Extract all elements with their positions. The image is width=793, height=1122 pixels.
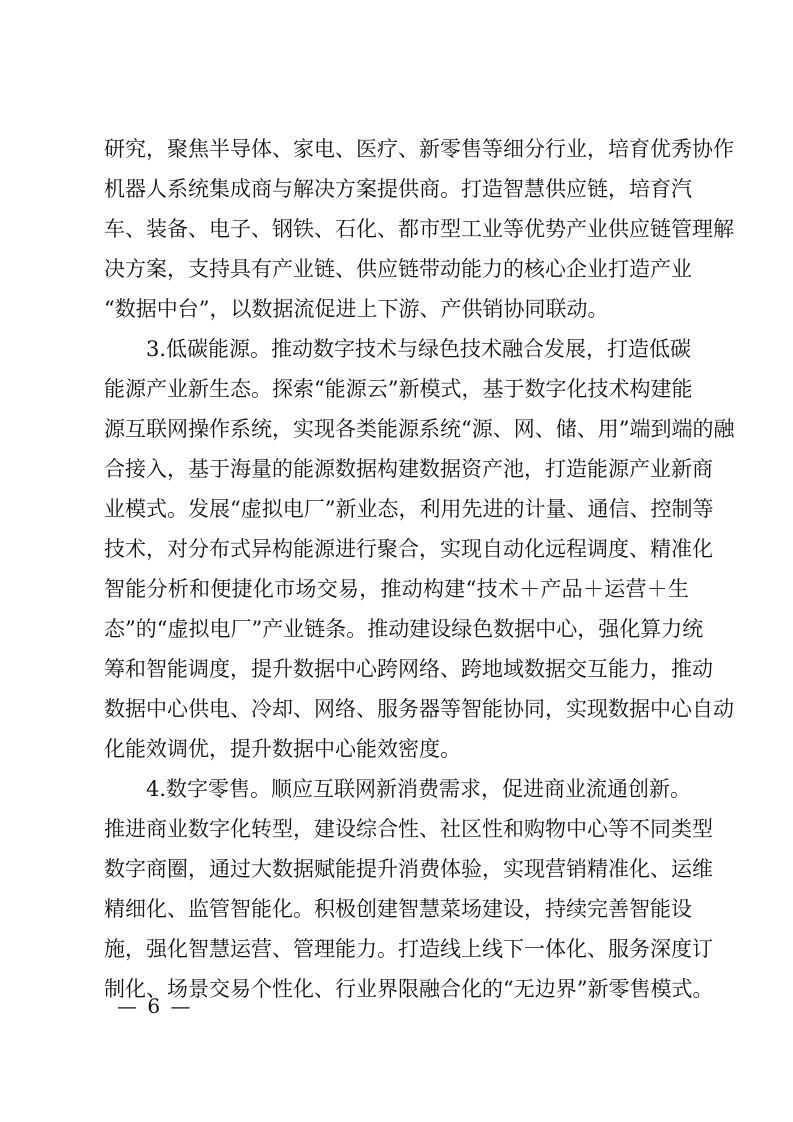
paragraph-line: 3.低碳能源。推动数字技术与绿色技术融合发展，打造低碳 bbox=[146, 337, 692, 361]
paragraph-line: “数据中台”，以数据流促进上下游、产供销协同联动。 bbox=[104, 297, 609, 321]
paragraph-line: 机器人系统集成商与解决方案提供商。打造智慧供应链，培育汽 bbox=[104, 177, 692, 201]
paragraph-line: 制化、场景交易个性化、行业界限融合化的“无边界”新零售模式。 bbox=[104, 977, 714, 1001]
paragraph-line: 研究，聚焦半导体、家电、医疗、新零售等细分行业，培育优秀协作 bbox=[104, 137, 734, 161]
paragraph-line: 决方案，支持具有产业链、供应链带动能力的核心企业打造产业 bbox=[104, 257, 692, 281]
paragraph-line: 施，强化智慧运营、管理能力。打造线上线下一体化、服务深度订 bbox=[104, 937, 713, 961]
paragraph-line: 推进商业数字化转型，建设综合性、社区性和购物中心等不同类型 bbox=[104, 817, 713, 841]
paragraph-line: 能源产业新生态。探索“能源云”新模式，基于数字化技术构建能 bbox=[104, 377, 693, 401]
paragraph-line: 数字商圈，通过大数据赋能提升消费体验，实现营销精准化、运维 bbox=[104, 857, 713, 881]
paragraph-line: 合接入，基于海量的能源数据构建数据资产池，打造能源产业新商 bbox=[104, 457, 713, 481]
paragraph-line: 技术，对分布式异构能源进行聚合，实现自动化远程调度、精准化 bbox=[104, 537, 713, 561]
paragraph-line: 化能效调优，提升数据中心能效密度。 bbox=[104, 737, 461, 761]
paragraph-line: 智能分析和便捷化市场交易，推动构建“技术＋产品＋运营＋生 bbox=[104, 577, 689, 601]
paragraph-line: 源互联网操作系统，实现各类能源系统“源、网、储、用”端到端的融 bbox=[104, 417, 735, 441]
paragraph-line: 业模式。发展“虚拟电厂”新业态，利用先进的计量、通信、控制等 bbox=[104, 497, 714, 521]
paragraph-line: 筹和智能调度，提升数据中心跨网络、跨地域数据交互能力，推动 bbox=[104, 657, 713, 681]
paragraph-line: 精细化、监管智能化。积极创建智慧菜场建设，持续完善智能设 bbox=[104, 897, 692, 921]
page-number: — 6 — bbox=[117, 994, 193, 1018]
paragraph-line: 4.数字零售。顺应互联网新消费需求，促进商业流通创新。 bbox=[146, 777, 692, 801]
paragraph-line: 数据中心供电、冷却、网络、服务器等智能协同，实现数据中心自动 bbox=[104, 697, 734, 721]
paragraph-line: 态”的“虚拟电厂”产业链条。推动建设绿色数据中心，强化算力统 bbox=[104, 617, 704, 641]
paragraph-line: 车、装备、电子、钢铁、石化、都市型工业等优势产业供应链管理解 bbox=[104, 217, 734, 241]
